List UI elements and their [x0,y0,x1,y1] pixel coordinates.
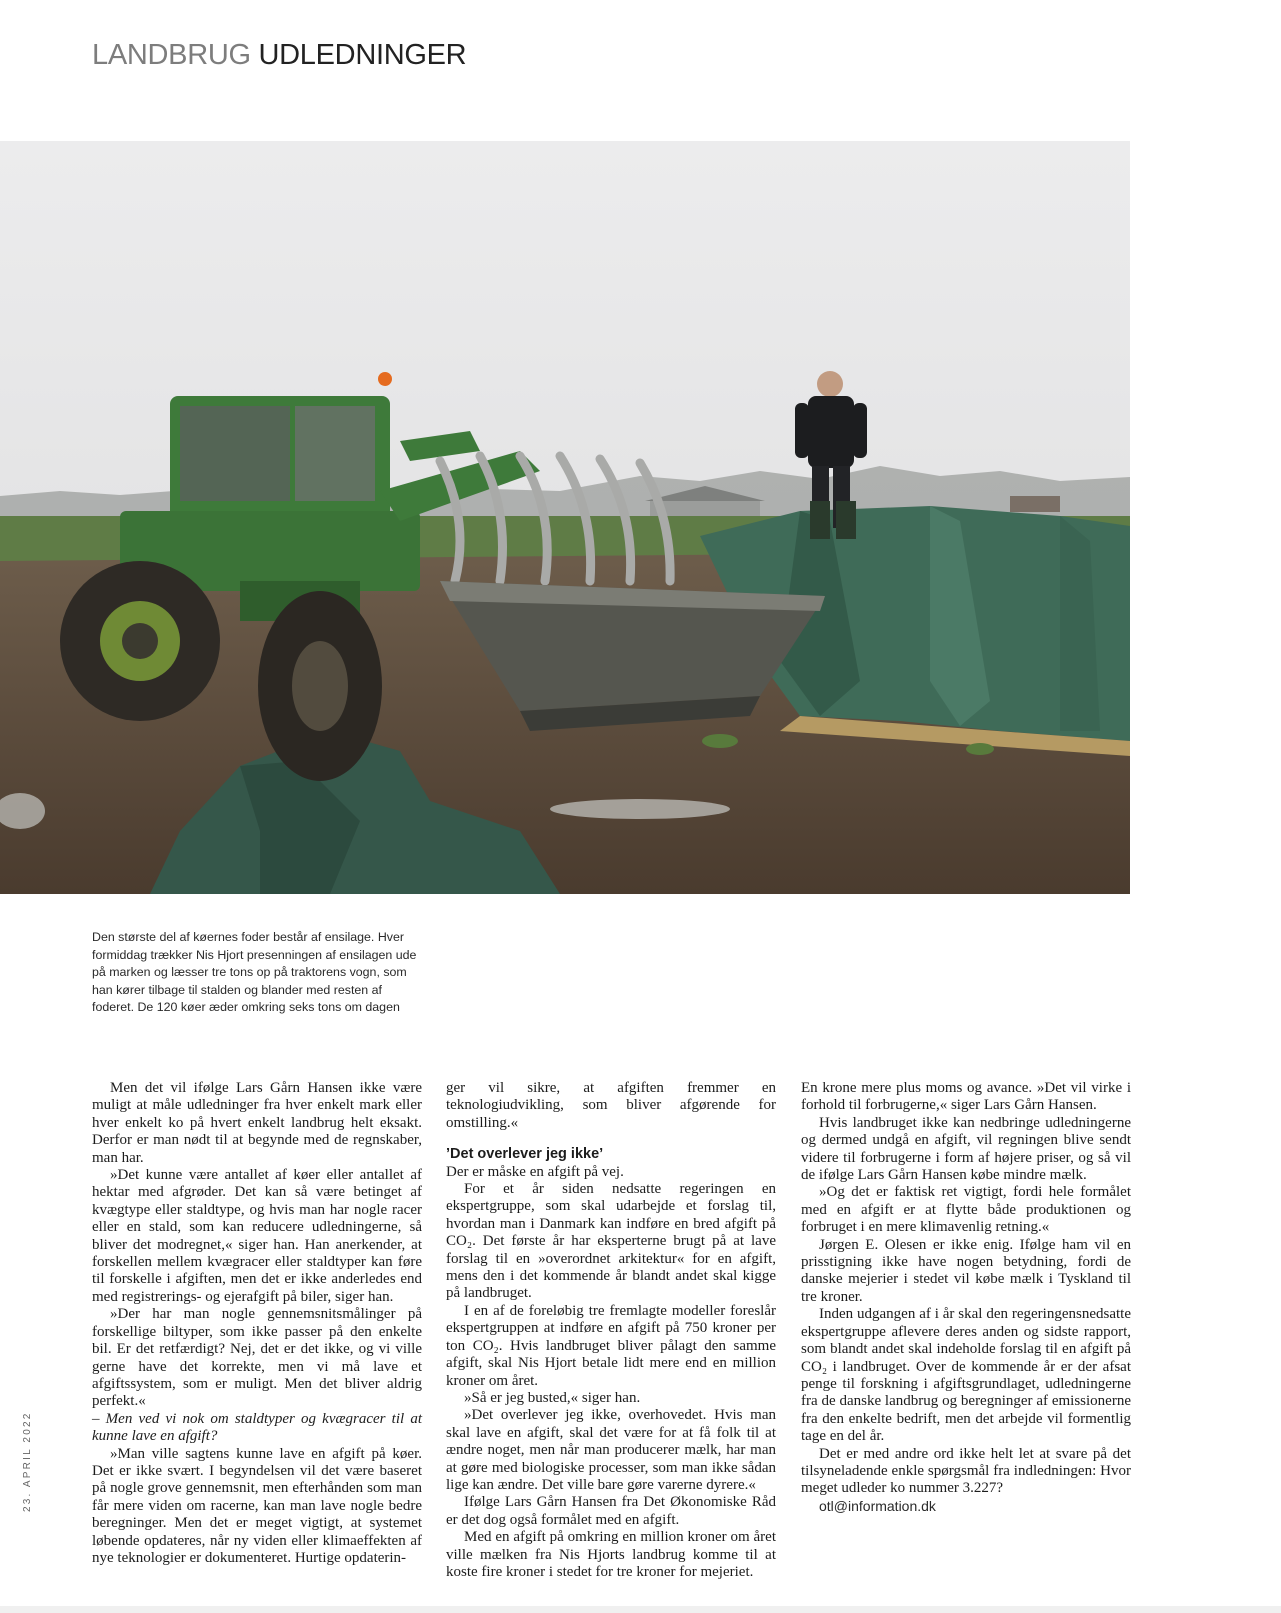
paragraph: »Og det er faktisk ret vigtigt, fordi hele formålet med en afgift er at flytte både produktionen og forbruget i en mere klimavenlig retning.« [801,1184,1131,1236]
article-column-3 [801,1080,1131,1515]
article-column-1 [92,1080,422,1567]
article-column-2 [446,1080,776,1581]
photo-caption: Den største del af køernes foder består af ensilage. Hver formiddag trækker Nis Hjort presenningen af ensilagen ude på marken og læsser tre tons op på traktorens vogn, som han kører tilbage til stalden og blander med resten af foderet. De 120 køer æder omkring seks tons om dagen [92,930,417,1014]
paragraph: Ifølge Lars Gårn Hansen fra Det Økonomiske Råd er det dog også formålet med en afgift. [446,1494,776,1528]
section-kicker: LANDBRUG [92,39,251,71]
interview-question: – Men ved vi nok om staldtyper og kvægracer til at kunne lave en afgift? [92,1410,422,1445]
section-topic: UDLEDNINGER [258,39,467,71]
paragraph: Men det vil ifølge Lars Gårn Hansen ikke være muligt at måle udledninger fra hver enkelt mark eller hver enkelt ko på hvert enkelt landbrug helt eksakt. Derfor er man nødt til at begynde med de regnskaber, man har. [92,1080,422,1166]
paragraph: For et år siden nedsatte regeringen en ekspertgruppe, som skal udarbejde et forslag til, hvordan man i Danmark kan indføre en bred afgift på CO₂. Det første år har eksperterne brugt på at lave forslag til en »overordnet arkitektur« for en afgift, mens den i det kommende år blandt andet skal kigge på landbruget. [446,1181,776,1302]
paragraph: Der er måske en afgift på vej. [446,1163,624,1180]
paragraph: Jørgen E. Olesen er ikke enig. Ifølge ham vil en prisstigning ikke have nogen betydning, fordi de danske mejerier i stedet vil købe mælk i Tyskland til tre kroner. [801,1236,1131,1305]
paragraph: I en af de foreløbig tre fremlagte modeller foreslår ekspertgruppen at indføre en afgift på 750 kroner per ton CO₂. Hvis landbruget bliver pålagt den samme afgift, skal Nis Hjort betale lidt mere end en million kroner om året. [446,1302,776,1389]
paragraph: Inden udgangen af i år skal den regeringensnedsatte ekspertgruppe aflevere deres anden og sidste rapport, som blandt andet skal indeholde forslag til en afgift på CO₂ i landbruget. Over de kommende år er der afsat penge til forskning i afgiftsgrundlaget, udledningerne fra de danske landbrug og beregninger af emissionerne fra den enkelte bedrift, men det arbejde vil formentlig tage en del år. [801,1306,1131,1445]
paragraph: »Man ville sagtens kunne lave en afgift på køer. Det er ikke svært. I begyndelsen vil det være baseret på nogle grove gennemsnit, men efterhånden som man får mere viden om racerne, kan man lave nogle bedre beregninger. Men det er meget vigtigt, at systemet løbende opdateres, når ny viden eller klimaeffekten af nye teknologier er dokumenteret. Hurtige opdaterin- [92,1445,422,1566]
paragraph: Det er med andre ord ikke helt let at svare på det tilsyneladende enkle spørgsmål fra indledningen: Hvor meget udleder ko nummer 3.227? [801,1445,1131,1497]
farm-photo [0,141,1130,894]
subheading: ’Det overlever jeg ikke’ [446,1146,604,1163]
paragraph: Hvis landbruget ikke kan nedbringe udledningerne og dermed undgå en afgift, vil regningen blive sendt videre til forbrugerne i form af højere priser, og så vil de ifølge Lars Gårn Hansen købe mindre mælk. [801,1114,1131,1184]
paragraph: »Det overlever jeg ikke, overhovedet. Hvis man skal lave en afgift, skal det være for at få folk til at ændre noget, men når man producerer mælk, har man at gøre med biologiske processer, som man ikke sådan lige kan ændre. Det ville bare gøre varerne dyrere.« [446,1407,776,1493]
section-header [92,38,466,72]
paragraph: En krone mere plus moms og avance. »Det vil virke i forhold til forbrugerne,« siger Lars Gårn Hansen. [801,1080,1131,1114]
tractor-silage-illustration [0,141,1130,894]
paragraph: »Der har man nogle gennemsnitsmålinger på forskellige biltyper, som ikke passer på den enkelte bil. Er det retfærdigt? Nej, det er det ikke, og vi ville gerne have det korrekte, men vi må lave et afgiftssystem, som er muligt. Men det bliver aldrig perfekt.« [92,1306,422,1410]
footer-rule [0,1606,1281,1613]
paragraph: »Det kunne være antallet af køer eller antallet af hektar med afgrøder. Det kan så være betinget af kvægtype eller staldtype, og hvis man har nogle racer eller en stald, som kan reducere udledningerne, så bliver det modregnet,« siger han. Han anerkender, at forskellen mellem kvægracer eller staldtyper kan føre til forskelle i afgiften, men det er ikke anderledes end med registrerings- og ejerafgift på biler, siger han. [92,1167,422,1305]
paragraph: »Så er jeg busted,« siger han. [464,1389,641,1406]
author-email[interactable]: otl@information.dk [819,1497,936,1514]
paragraph: Med en afgift på omkring en million kroner om året ville mælken fra Nis Hjorts landbrug komme til at koste fire kroner i stedet for tre kroner for mejeriet. [446,1529,776,1580]
issue-date: 23. APRIL 2022 [22,1411,33,1512]
paragraph: ger vil sikre, at afgiften fremmer en teknologiudvikling, som bliver afgørende for omstilling.« [446,1080,776,1131]
